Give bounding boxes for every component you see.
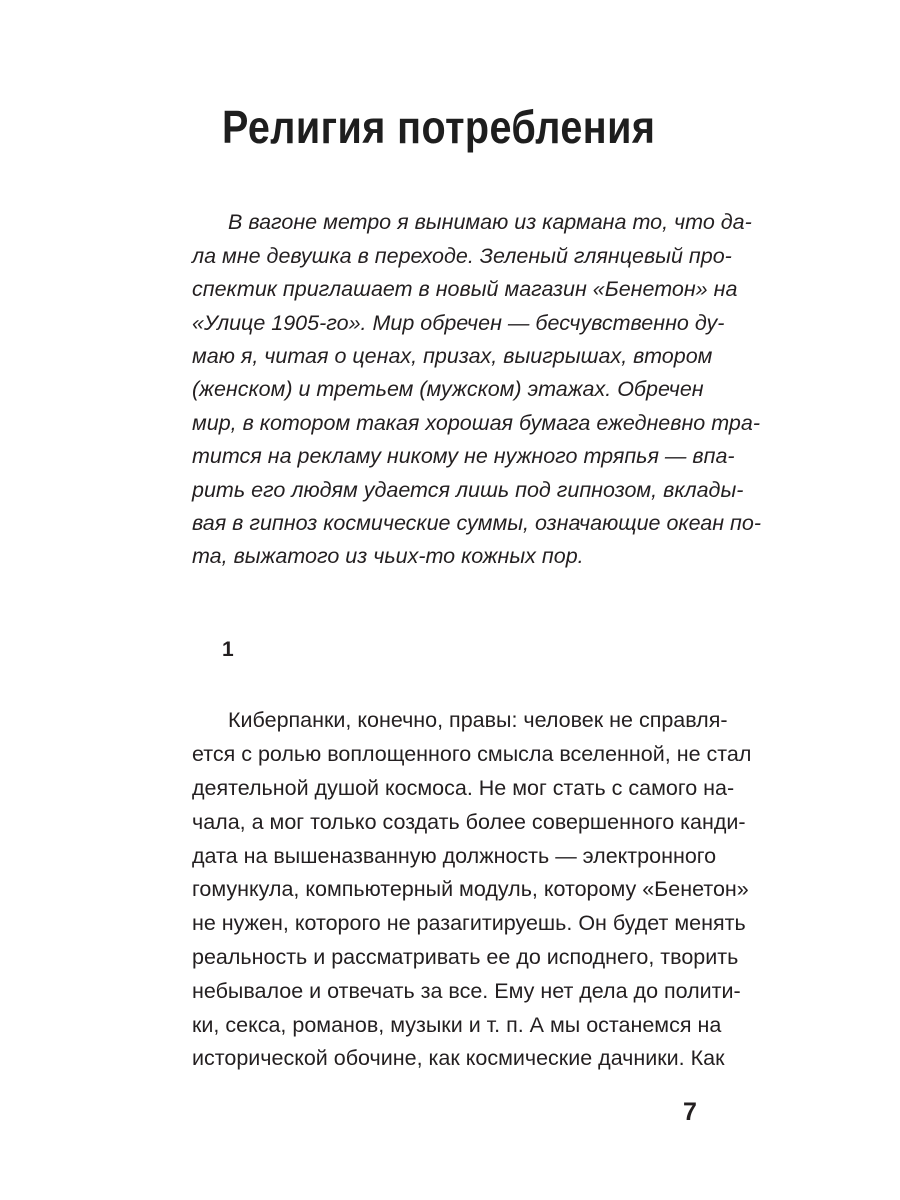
- epigraph-line: та, выжатого из чьих-то кожных пор.: [192, 544, 584, 568]
- body-line: небывалое и отвечать за все. Ему нет дела до полити-: [192, 979, 741, 1003]
- body-line: ки, секса, романов, музыки и т. п. А мы останемся на: [192, 1013, 722, 1037]
- body-line: исторической обочине, как космические дачники. Как: [192, 1046, 725, 1070]
- epigraph-line: тится на рекламу никому не нужного тряпья — впа-: [192, 444, 735, 468]
- body-line: не нужен, которого не разагитируешь. Он будет менять: [192, 911, 746, 935]
- body-line: ется с ролью воплощенного смысла вселенной, не стал: [192, 742, 752, 766]
- body-line: Киберпанки, конечно, правы: человек не справля-: [228, 708, 728, 732]
- epigraph-line: спектик приглашает в новый магазин «Бенетон» на: [192, 277, 738, 301]
- epigraph-line: ла мне девушка в переходе. Зеленый глянцевый про-: [192, 244, 732, 268]
- body-line: чала, а мог только создать более совершенного канди-: [192, 810, 746, 834]
- page-number: 7: [683, 1098, 697, 1126]
- epigraph-line: вая в гипноз космические суммы, означающие океан по-: [192, 511, 761, 535]
- body-line: гомункула, компьютерный модуль, которому «Бенетон»: [192, 877, 749, 901]
- epigraph-line: В вагоне метро я вынимаю из кармана то, что да-: [228, 210, 752, 234]
- chapter-title: Религия потребления: [222, 101, 656, 153]
- epigraph-line: рить его людям удается лишь под гипнозом, вклады-: [192, 478, 744, 502]
- epigraph-line: мир, в котором такая хорошая бумага ежедневно тра-: [192, 411, 760, 435]
- body-line: деятельной душой космоса. Не мог стать с самого на-: [192, 776, 735, 800]
- epigraph-line: (женском) и третьем (мужском) этажах. Обречен: [192, 377, 704, 401]
- epigraph-line: «Улице 1905-го». Мир обречен — бесчувственно ду-: [192, 311, 725, 335]
- section-number: 1: [222, 638, 234, 661]
- epigraph-line: маю я, читая о ценах, призах, выигрышах, втором: [192, 344, 713, 368]
- body-line: реальность и рассматривать ее до исподнего, творить: [192, 945, 739, 969]
- body-line: дата на вышеназванную должность — электронного: [192, 844, 717, 868]
